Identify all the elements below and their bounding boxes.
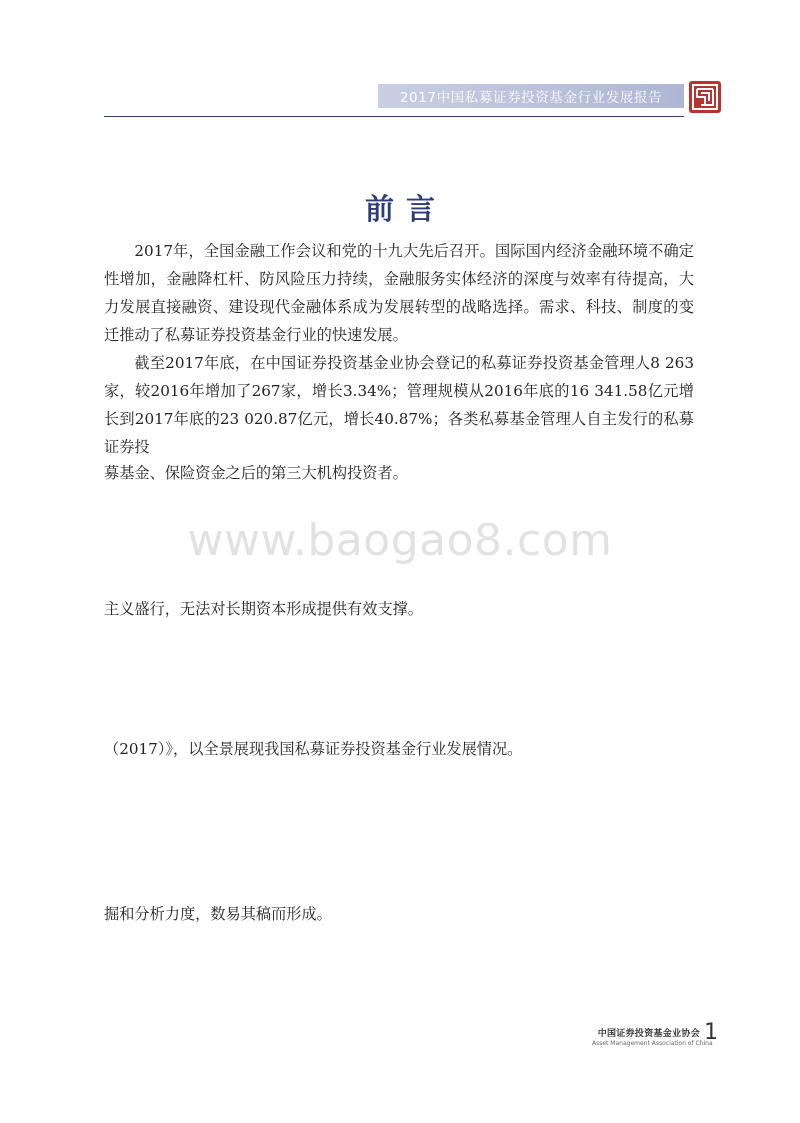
header-band bbox=[378, 84, 684, 108]
footer-organization bbox=[592, 1026, 713, 1047]
association-logo-icon bbox=[688, 80, 722, 114]
report-title: 2017中国私募证券投资基金行业发展报告 bbox=[399, 90, 663, 106]
footer-org-chinese: 中国证券投资基金业协会 bbox=[597, 1029, 700, 1039]
watermark: www.baogao8.com bbox=[187, 515, 613, 566]
text-fragment-3: （2017）》，以全景展现我国私募证券投资基金行业发展情况。 bbox=[104, 740, 523, 758]
page-number: 1 bbox=[704, 1020, 718, 1045]
footer-org-english: Asset Management Association of China bbox=[592, 1040, 713, 1047]
text-fragment-1: 募基金、保险资金之后的第三大机构投资者。 bbox=[104, 464, 408, 482]
paragraph-1: 2017年，全国金融工作会议和党的十九大先后召开。国际国内经济金融环境不确定性增加，金融降杠杆、防风险压力持续，金融服务实体经济的深度与效率有待提高，大力发展直接融资、建设现代金融体系成为发展转型的战略选择。需求、科技、制度的变迁推动了私募证券投资基金行业的快速发展。 bbox=[104, 242, 694, 344]
text-fragment-4: 掘和分析力度，数易其稿而形成。 bbox=[104, 905, 332, 923]
header-divider bbox=[104, 116, 684, 117]
paragraph-2: 截至2017年底，在中国证券投资基金业协会登记的私募证券投资基金管理人8 263家，较2016年增加了267家，增长3.34%；管理规模从2016年底的16 341.58亿元增长到2017年底的23 020.87亿元，增长40.87%；各类私募基金管理人自主发行的私募证券投 bbox=[104, 354, 694, 456]
page-title: 前言 bbox=[364, 192, 447, 227]
text-fragment-2: 主义盛行，无法对长期资本形成提供有效支撑。 bbox=[104, 600, 423, 618]
